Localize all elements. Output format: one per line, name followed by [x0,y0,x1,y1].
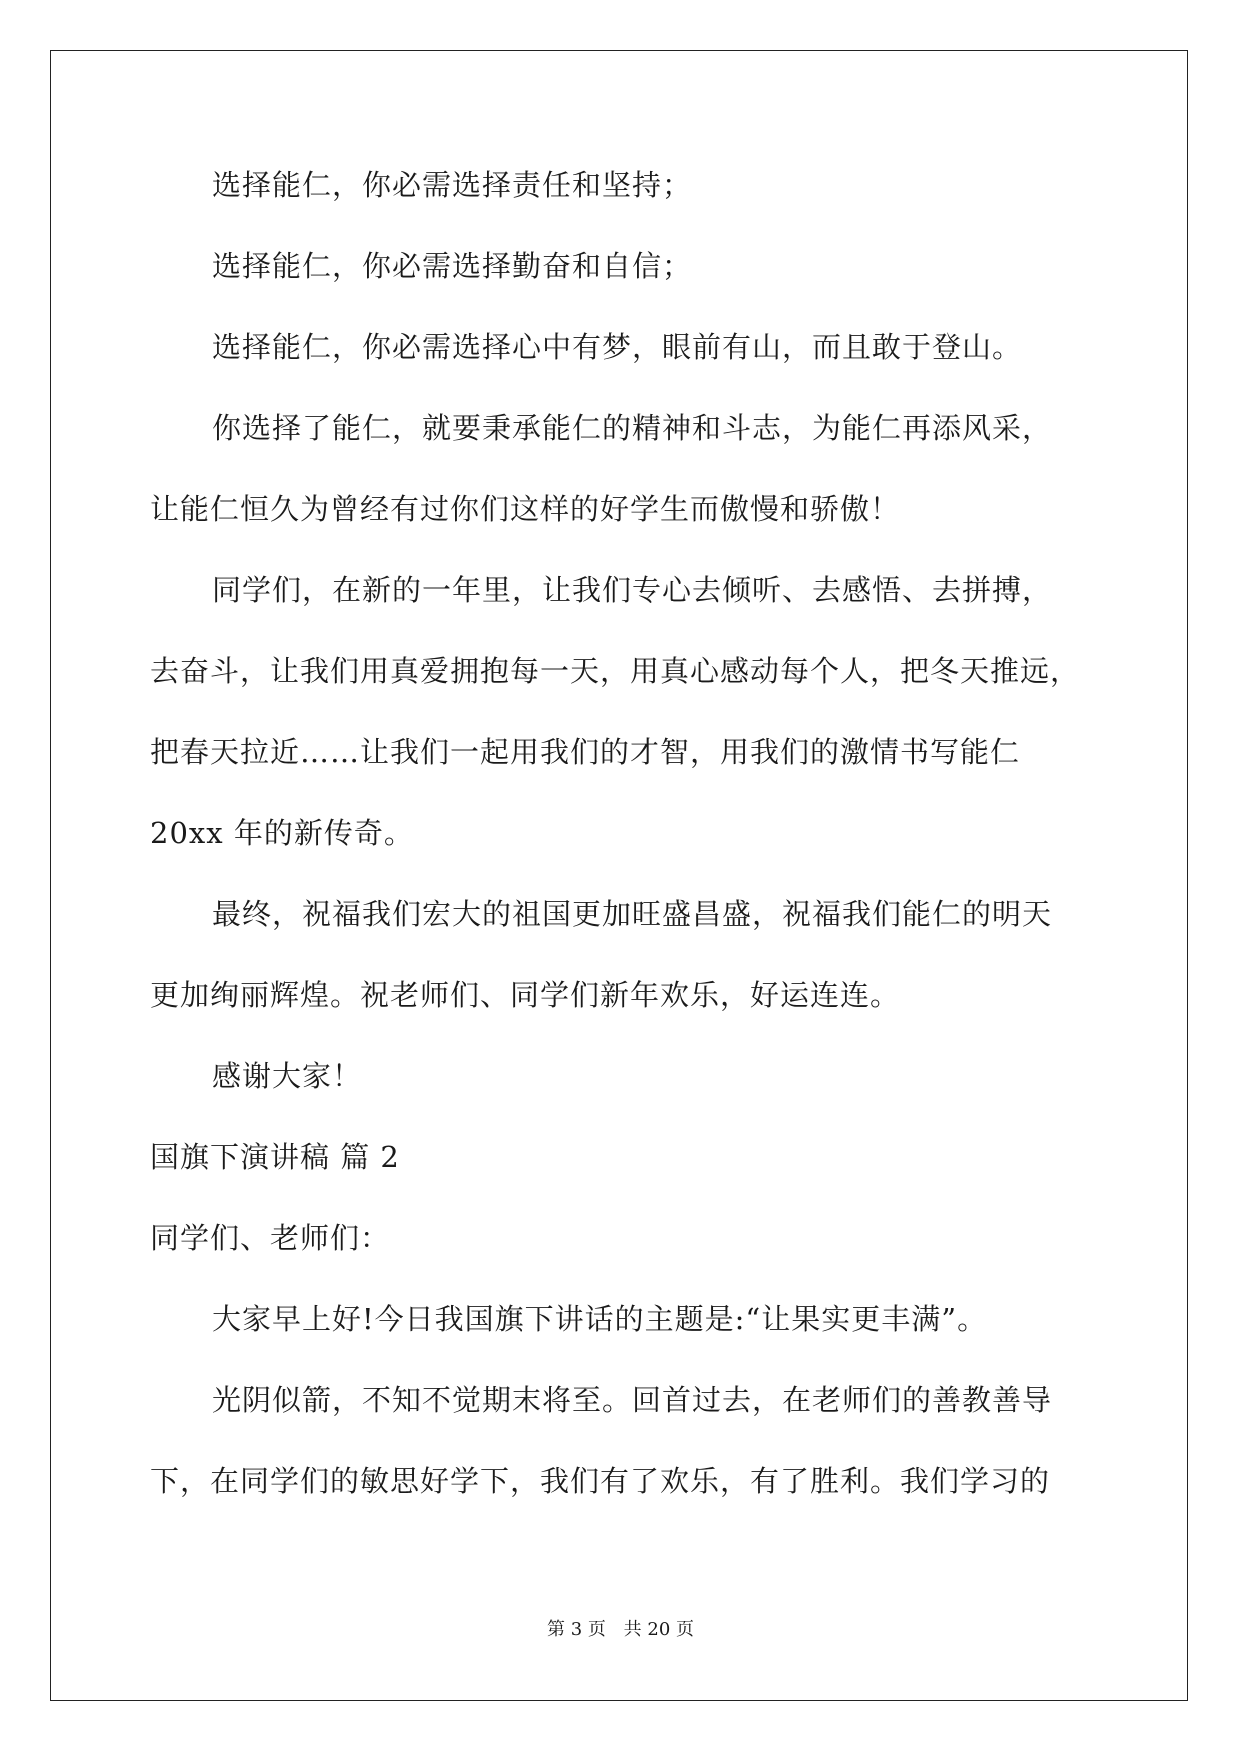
paragraph-line: 选择能仁，你必需选择心中有梦，眼前有山，而且敢于登山。 [212,330,1023,364]
paragraph-line: 光阴似箭，不知不觉期末将至。回首过去，在老师们的善教善导 [212,1383,1053,1417]
paragraph-line: 你选择了能仁，就要秉承能仁的精神和斗志，为能仁再添风采， [212,411,1053,445]
salutation: 同学们、老师们： [150,1221,391,1255]
paragraph-line: 最终，祝福我们宏大的祖国更加旺盛昌盛，祝福我们能仁的明天 [212,897,1053,931]
paragraph-line: 20xx 年的新传奇。 [150,816,414,850]
paragraph-line: 下，在同学们的敏思好学下，我们有了欢乐，有了胜利。我们学习的 [150,1464,1051,1498]
paragraph-line: 感谢大家！ [212,1059,363,1093]
page-number-total: 共 20 页 [623,1619,694,1640]
paragraph-line: 让能仁恒久为曾经有过你们这样的好学生而傲慢和骄傲！ [150,492,901,526]
section-heading: 国旗下演讲稿 篇 2 [150,1140,400,1174]
page-number-current: 第 3 页 [547,1619,606,1640]
paragraph-line: 更加绚丽辉煌。祝老师们、同学们新年欢乐，好运连连。 [150,978,901,1012]
paragraph-line: 去奋斗，让我们用真爱拥抱每一天，用真心感动每个人，把冬天推远， [150,654,1081,688]
paragraph-line: 同学们，在新的一年里，让我们专心去倾听、去感悟、去拼搏， [212,573,1053,607]
document-body [150,165,1090,1542]
paragraph-line: 把春天拉近……让我们一起用我们的才智，用我们的激情书写能仁 [150,735,1021,769]
paragraph-line: 选择能仁，你必需选择责任和坚持； [212,168,693,202]
paragraph-line: 大家早上好!今日我国旗下讲话的主题是:“让果实更丰满”。 [212,1302,988,1336]
paragraph-line: 选择能仁，你必需选择勤奋和自信； [212,249,693,283]
page-footer [0,1618,1241,1642]
